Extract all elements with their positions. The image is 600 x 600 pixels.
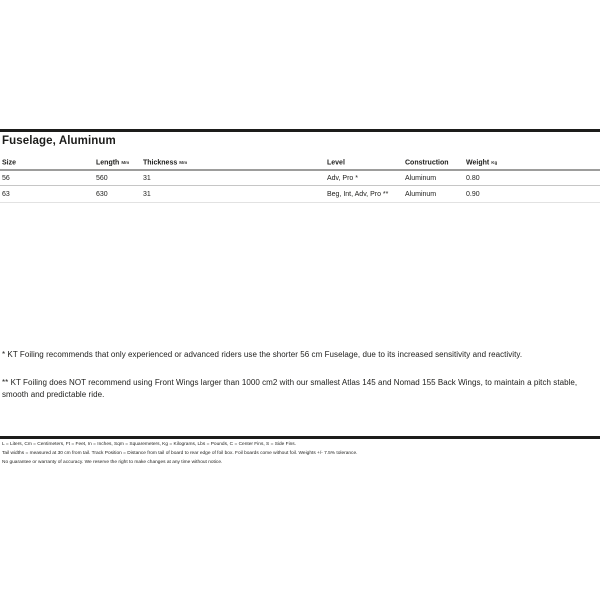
column-header-label: Length bbox=[96, 159, 120, 167]
cell-level: Beg, Int, Adv, Pro ** bbox=[327, 191, 389, 198]
cell-thickness: 31 bbox=[143, 191, 151, 198]
cell-weight: 0.90 bbox=[466, 191, 480, 198]
column-header-level bbox=[327, 157, 405, 169]
cell-size: 63 bbox=[2, 191, 10, 198]
column-header-label: Construction bbox=[405, 159, 449, 167]
column-header-label: Level bbox=[327, 159, 345, 167]
top-heavy-rule bbox=[0, 129, 600, 132]
cell-level: Adv, Pro * bbox=[327, 175, 358, 182]
section-title: Fuselage, Aluminum bbox=[2, 135, 116, 147]
column-header-size bbox=[2, 157, 96, 169]
column-header-thickness bbox=[143, 157, 327, 169]
column-header-label: Weight bbox=[466, 159, 490, 167]
footer-line-measurements: Tail widths = measured at 30 cm from tail. Track Position = Distance from tail of board to rear edge of foil box. Foil boards come without foil. Weights +/- 7.5% tolerance. bbox=[2, 451, 358, 456]
cell-weight: 0.80 bbox=[466, 175, 480, 182]
column-header-construction bbox=[405, 157, 466, 169]
footer-line-disclaimer: No guarantee or warranty of accuracy. We reserve the right to make changes at any time without notice. bbox=[2, 460, 223, 465]
table-header-row bbox=[0, 157, 600, 169]
cell-construction: Aluminum bbox=[405, 191, 437, 198]
header-separator-rule bbox=[0, 169, 600, 171]
table-row bbox=[0, 173, 600, 184]
table-bottom-rule bbox=[0, 202, 600, 203]
column-header-label: Thickness bbox=[143, 159, 178, 167]
column-header-unit: Kg bbox=[491, 160, 498, 165]
column-header-length bbox=[96, 157, 143, 169]
column-header-label: Size bbox=[2, 159, 17, 167]
cell-construction: Aluminum bbox=[405, 175, 437, 182]
row-separator-rule bbox=[0, 185, 600, 186]
column-header-unit: Mm bbox=[179, 160, 188, 165]
cell-length: 560 bbox=[96, 175, 108, 182]
column-header-weight bbox=[466, 157, 600, 169]
footnote-double-star: ** KT Foiling does NOT recommend using Front Wings larger than 1000 cm2 with our smallest Atlas 145 and Nomad 155 Back Wings, to maintain a pitch stable, smooth and predictable ride. bbox=[2, 378, 578, 399]
table-row bbox=[0, 189, 600, 200]
cell-thickness: 31 bbox=[143, 175, 151, 182]
column-header-unit: Mm bbox=[121, 160, 130, 165]
cell-size: 56 bbox=[2, 175, 10, 182]
footer-line-units: L = Liters, Cm = Centimeters, Ft = Feet, In = Inches, Sqm = Squaremeters, Kg = Kilograms, Lbs = Pounds, C = Center Fins, S = Side Fins. bbox=[2, 442, 297, 447]
footnote-single-star: * KT Foiling recommends that only experienced or advanced riders use the shorter 56 cm Fuselage, due to its increased sensitivity and reactivity. bbox=[2, 350, 523, 359]
footer-heavy-rule bbox=[0, 436, 600, 439]
cell-length: 630 bbox=[96, 191, 108, 198]
footer-legend bbox=[2, 440, 598, 467]
